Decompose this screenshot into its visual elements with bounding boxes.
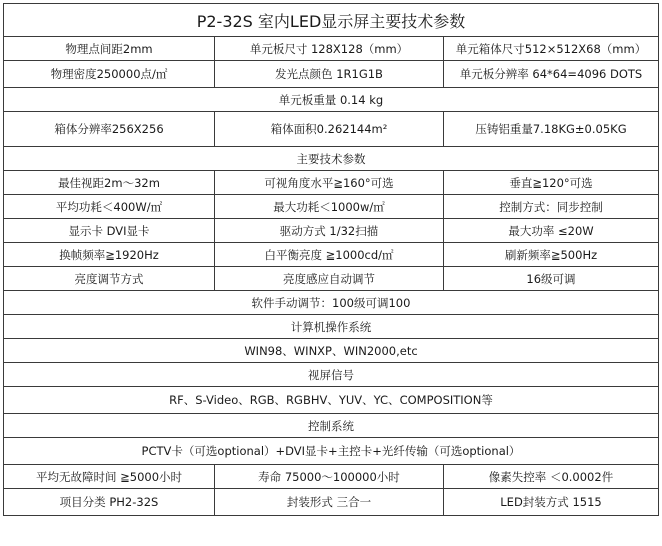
table-row: [4, 438, 659, 465]
video-value-cell: RF、S-Video、RGB、RGBHV、YUV、YC、COMPOSITION等: [4, 387, 659, 414]
pixel-loss-cell: 像素失控率 ＜0.0002件: [444, 465, 659, 489]
led-color-cell: 发光点颜色 1R1G1B: [215, 61, 444, 88]
levels-cell: 16级可调: [444, 267, 659, 291]
lifespan-cell: 寿命 75000～100000小时: [215, 465, 444, 489]
table-row: [4, 339, 659, 363]
module-resolution-cell: 单元板分辨率 64*64=4096 DOTS: [444, 61, 659, 88]
table-row: [4, 171, 659, 195]
table-row: [4, 88, 659, 112]
pixel-pitch-cell: 物理点间距2mm: [4, 37, 215, 61]
cabinet-size-cell: 单元箱体尺寸512×512X68（mm）: [444, 37, 659, 61]
table-row: [4, 291, 659, 315]
table-row: [4, 219, 659, 243]
density-cell: 物理密度250000点/㎡: [4, 61, 215, 88]
led-package-cell: LED封装方式 1515: [444, 489, 659, 516]
drive-mode-cell: 驱动方式 1/32扫描: [215, 219, 444, 243]
table-row: [4, 267, 659, 291]
spec-table: [3, 3, 659, 516]
control-value-cell: PCTV卡（可选optional）+DVI显卡+主控卡+光纤传输（可选optional）: [4, 438, 659, 465]
table-row: [4, 112, 659, 147]
table-row: [4, 37, 659, 61]
auto-brightness-cell: 亮度感应自动调节: [215, 267, 444, 291]
table-row: [4, 465, 659, 489]
category-cell: 项目分类 PH2-32S: [4, 489, 215, 516]
table-row: [4, 195, 659, 219]
table-row: [4, 387, 659, 414]
refresh-rate-cell: 刷新频率≧500Hz: [444, 243, 659, 267]
os-value-cell: WIN98、WINXP、WIN2000,etc: [4, 339, 659, 363]
section-row: [4, 147, 659, 171]
table-title: P2-32S 室内LED显示屏主要技术参数: [4, 4, 659, 37]
manual-adjust-cell: 软件手动调节：100级可调100: [4, 291, 659, 315]
max-power-cell: 最大功耗＜1000w/㎡: [215, 195, 444, 219]
cabinet-area-cell: 箱体面积0.262144m²: [215, 112, 444, 147]
section-row: [4, 414, 659, 438]
view-distance-cell: 最佳视距2m～32m: [4, 171, 215, 195]
control-heading: 控制系统: [4, 414, 659, 438]
table-row: [4, 61, 659, 88]
cabinet-resolution-cell: 箱体分辨率256X256: [4, 112, 215, 147]
section-row: [4, 363, 659, 387]
section-row: [4, 315, 659, 339]
table-row: [4, 243, 659, 267]
table-row: [4, 489, 659, 516]
white-brightness-cell: 白平衡亮度 ≧1000cd/㎡: [215, 243, 444, 267]
module-size-cell: 单元板尺寸 128X128（mm）: [215, 37, 444, 61]
max-power-total-cell: 最大功率 ≤20W: [444, 219, 659, 243]
control-mode-cell: 控制方式：同步控制: [444, 195, 659, 219]
cabinet-weight-cell: 压铸铝重量7.18KG±0.05KG: [444, 112, 659, 147]
view-angle-v-cell: 垂直≧120°可选: [444, 171, 659, 195]
view-angle-h-cell: 可视角度水平≧160°可选: [215, 171, 444, 195]
package-cell: 封装形式 三合一: [215, 489, 444, 516]
module-weight-cell: 单元板重量 0.14 kg: [4, 88, 659, 112]
frame-rate-cell: 换帧频率≧1920Hz: [4, 243, 215, 267]
display-card-cell: 显示卡 DVI显卡: [4, 219, 215, 243]
title-row: [4, 4, 659, 37]
main-specs-heading: 主要技术参数: [4, 147, 659, 171]
avg-power-cell: 平均功耗＜400W/㎡: [4, 195, 215, 219]
brightness-adjust-cell: 亮度调节方式: [4, 267, 215, 291]
video-heading: 视屏信号: [4, 363, 659, 387]
mtbf-cell: 平均无故障时间 ≧5000小时: [4, 465, 215, 489]
os-heading: 计算机操作系统: [4, 315, 659, 339]
